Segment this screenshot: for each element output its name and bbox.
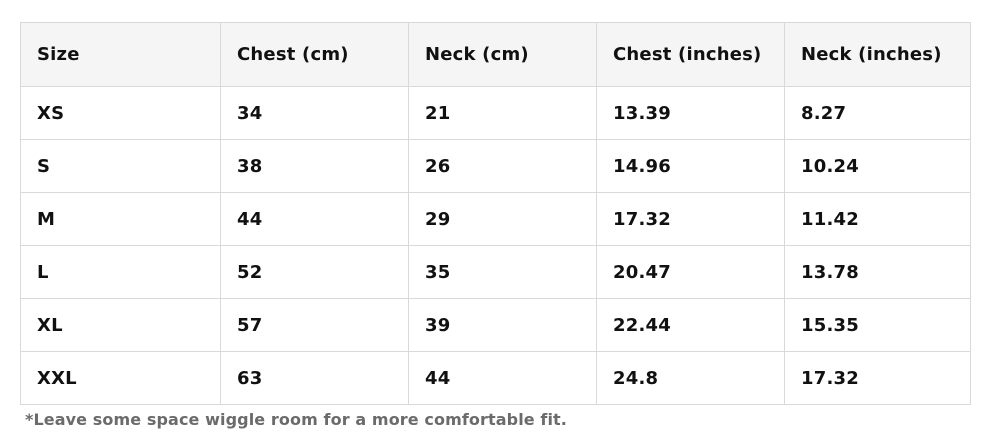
cell-size: L [21, 246, 221, 299]
cell-size: M [21, 193, 221, 246]
size-chart-footnote: *Leave some space wiggle room for a more comfortable fit. [25, 410, 567, 429]
cell-neck-cm: 26 [409, 140, 597, 193]
cell-size: S [21, 140, 221, 193]
cell-chest-cm: 44 [221, 193, 409, 246]
column-header-neck-cm: Neck (cm) [409, 23, 597, 87]
table-row [21, 140, 971, 193]
cell-chest-inches: 22.44 [597, 299, 785, 352]
cell-neck-inches: 17.32 [785, 352, 971, 405]
cell-chest-inches: 14.96 [597, 140, 785, 193]
table-row [21, 87, 971, 140]
cell-neck-inches: 13.78 [785, 246, 971, 299]
cell-chest-inches: 20.47 [597, 246, 785, 299]
cell-neck-cm: 35 [409, 246, 597, 299]
cell-neck-inches: 8.27 [785, 87, 971, 140]
cell-neck-cm: 21 [409, 87, 597, 140]
cell-chest-inches: 24.8 [597, 352, 785, 405]
cell-chest-inches: 17.32 [597, 193, 785, 246]
table-row [21, 352, 971, 405]
column-header-chest-cm: Chest (cm) [221, 23, 409, 87]
column-header-chest-inches: Chest (inches) [597, 23, 785, 87]
cell-chest-cm: 34 [221, 87, 409, 140]
table-header [21, 23, 971, 87]
table-body [21, 87, 971, 405]
cell-neck-inches: 11.42 [785, 193, 971, 246]
cell-size: XL [21, 299, 221, 352]
cell-size: XXL [21, 352, 221, 405]
column-header-neck-inches: Neck (inches) [785, 23, 971, 87]
size-chart-table [20, 22, 971, 405]
cell-neck-cm: 44 [409, 352, 597, 405]
cell-chest-cm: 52 [221, 246, 409, 299]
cell-neck-inches: 10.24 [785, 140, 971, 193]
column-header-size: Size [21, 23, 221, 87]
cell-neck-cm: 39 [409, 299, 597, 352]
cell-neck-cm: 29 [409, 193, 597, 246]
table-row [21, 299, 971, 352]
table-row [21, 193, 971, 246]
cell-chest-cm: 38 [221, 140, 409, 193]
cell-chest-cm: 63 [221, 352, 409, 405]
cell-neck-inches: 15.35 [785, 299, 971, 352]
cell-chest-inches: 13.39 [597, 87, 785, 140]
table-row [21, 246, 971, 299]
cell-chest-cm: 57 [221, 299, 409, 352]
table-header-row [21, 23, 971, 87]
cell-size: XS [21, 87, 221, 140]
